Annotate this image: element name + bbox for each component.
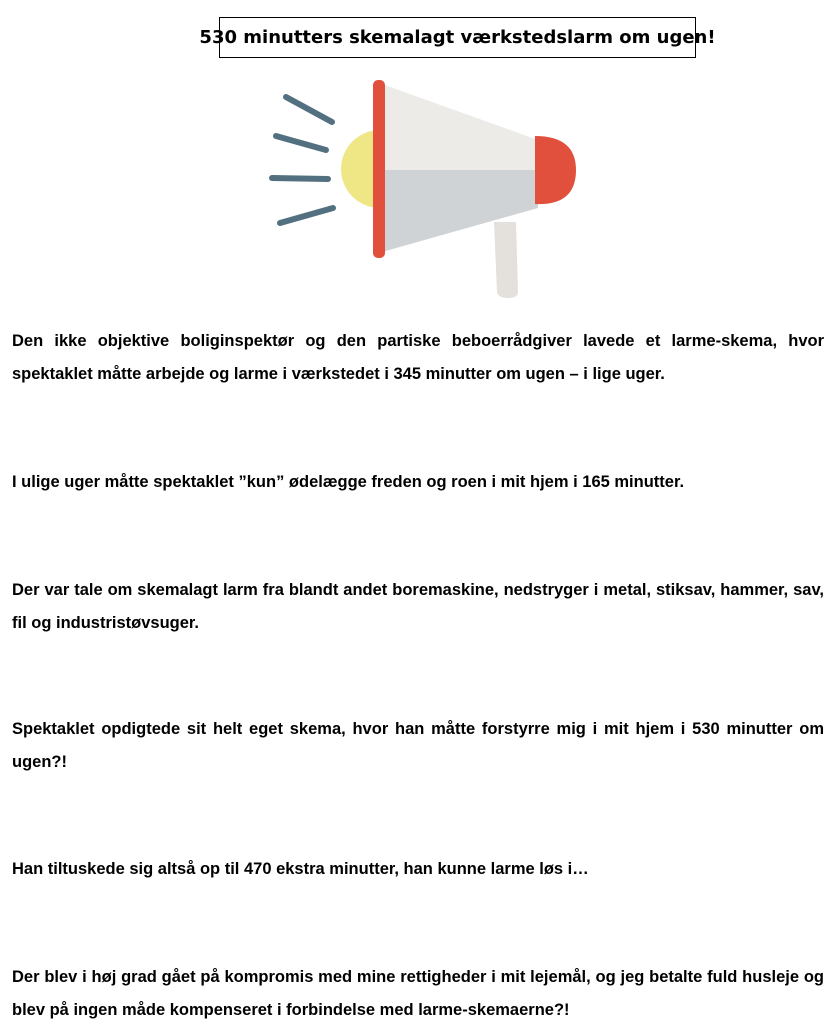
paragraph-2: I ulige uger måtte spektaklet ”kun” ødelægge freden og roen i mit hjem i 165 minutter. bbox=[12, 473, 685, 491]
sound-lines bbox=[272, 97, 333, 223]
megaphone-handle bbox=[494, 222, 518, 298]
paragraph-1: Den ikke objektive boliginspektør og den partiske beboerrådgiver lavede et larme-skema, hvor spektaklet måtte arbejde og larme i værkstedet i 345 minutter om ugen – i lige uger. bbox=[12, 332, 824, 383]
megaphone-band bbox=[373, 80, 385, 258]
sound-line-1 bbox=[286, 97, 332, 122]
paragraph-5: Han tiltuskede sig altså op til 470 ekstra minutter, han kunne larme løs i… bbox=[12, 860, 589, 878]
paragraph-4: Spektaklet opdigtede sit helt eget skema, hvor han måtte forstyrre mig i mit hjem i 530 minutter om ugen?! bbox=[12, 720, 824, 771]
megaphone-bell-top bbox=[382, 84, 538, 170]
paragraph-3: Der var tale om skemalagt larm fra blandt andet boremaskine, nedstryger i metal, stiksav, hammer, sav, fil og industristøvsuger. bbox=[12, 581, 824, 632]
page-title: 530 minutters skemalagt værkstedslarm om ugen! bbox=[219, 17, 696, 58]
sound-line-4 bbox=[280, 208, 333, 223]
megaphone-icon bbox=[250, 70, 590, 302]
sound-line-3 bbox=[272, 178, 328, 179]
paragraph-6: Der blev i høj grad gået på kompromis med mine rettigheder i mit lejemål, og jeg betalte fuld husleje og blev på ingen måde kompenseret i forbindelse med larme-skemaerne?! bbox=[12, 968, 824, 1019]
megaphone-rim bbox=[535, 136, 576, 204]
sound-line-2 bbox=[276, 136, 326, 150]
